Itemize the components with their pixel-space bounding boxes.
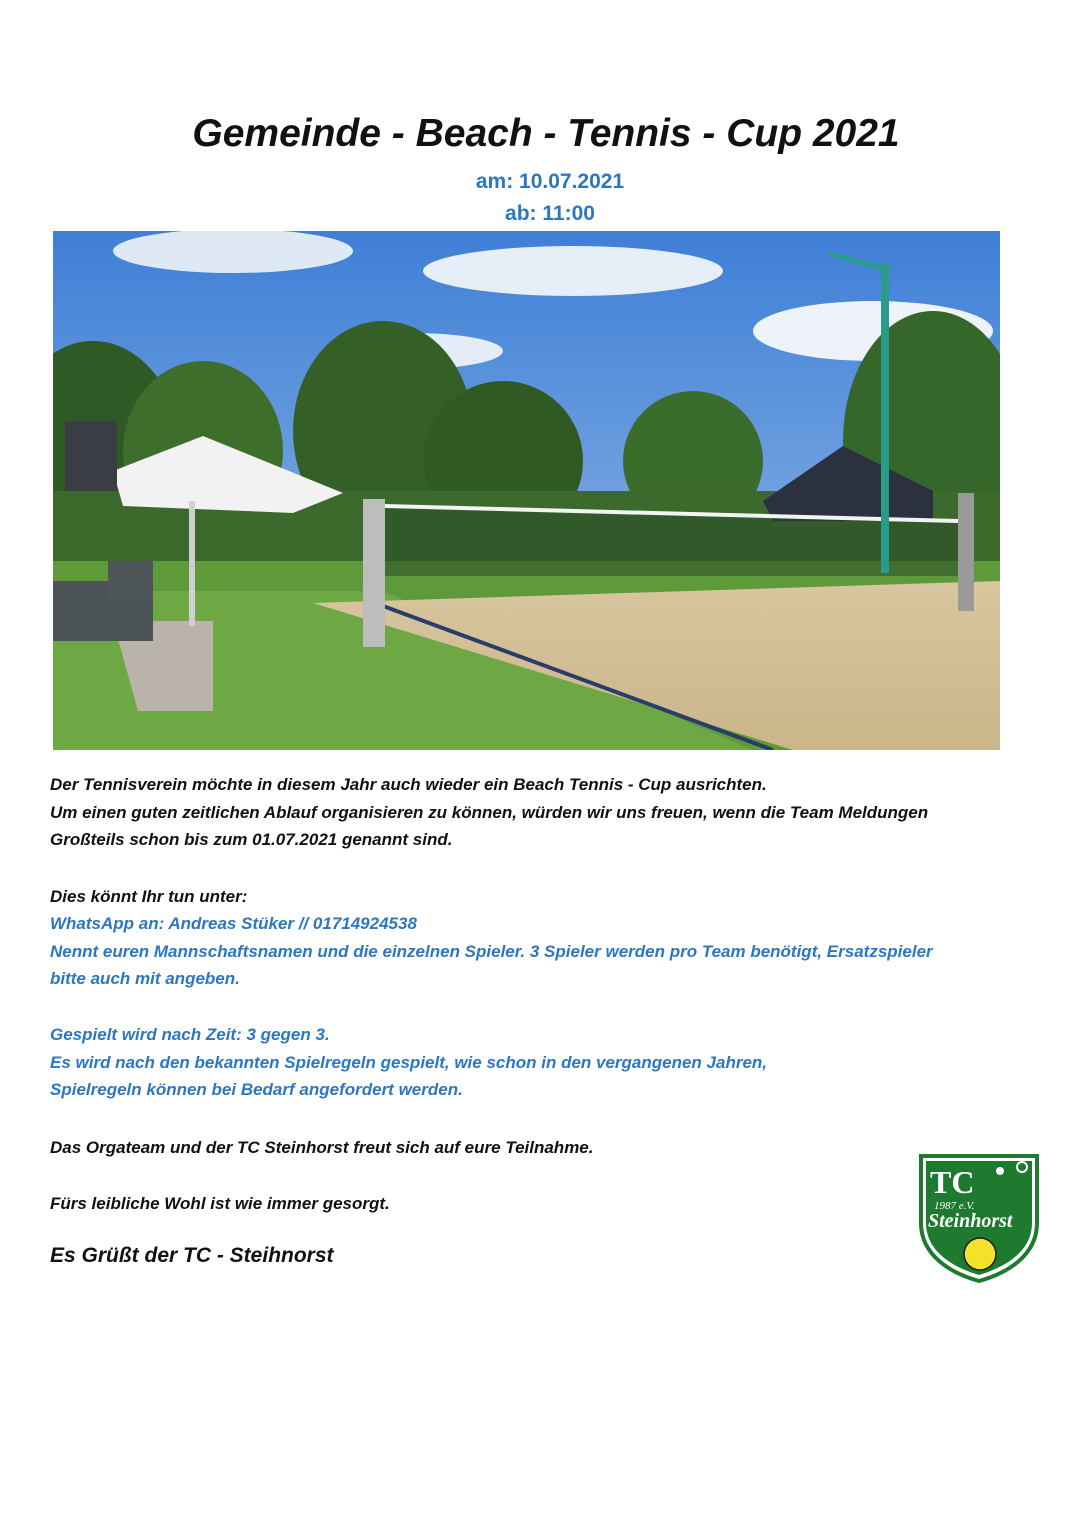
orga-line: Das Orgateam und der TC Steinhorst freut sich auf eure Teilnahme. bbox=[50, 1138, 594, 1157]
signature: Es Grüßt der TC - Steihnorst bbox=[50, 1244, 334, 1267]
text-line: Um einen guten zeitlichen Ablauf organisieren zu können, würden wir uns freuen, wenn die Team Meldungen bbox=[50, 802, 929, 822]
whatsapp-contact: WhatsApp an: Andreas Stüker // 01714924538 bbox=[50, 914, 417, 933]
event-time: ab: 11:00 bbox=[505, 202, 595, 225]
tennis-ball-icon bbox=[964, 1238, 996, 1270]
beach-court-photo bbox=[53, 231, 1000, 750]
food-line: Fürs leibliche Wohl ist wie immer gesorgt. bbox=[50, 1194, 390, 1213]
contact-section bbox=[50, 910, 1050, 993]
text-line: Großteils schon bis zum 01.07.2021 genannt sind. bbox=[50, 830, 453, 849]
text-line: bitte auch mit angeben. bbox=[50, 969, 240, 988]
text-line: Es wird nach den bekannten Spielregeln gespielt, wie schon in den vergangenen Jahren, bbox=[50, 1052, 768, 1072]
intro-paragraph bbox=[50, 771, 1050, 854]
page-title: Gemeinde - Beach - Tennis - Cup 2021 bbox=[192, 112, 900, 155]
text-line: Gespielt wird nach Zeit: 3 gegen 3. bbox=[50, 1025, 330, 1044]
text-line: Der Tennisverein möchte in diesem Jahr auch wieder ein Beach Tennis - Cup ausrichten. bbox=[50, 775, 767, 794]
logo-name: Steinhorst bbox=[928, 1210, 1013, 1232]
event-date: am: 10.07.2021 bbox=[475, 170, 625, 193]
text-line: Spielregeln können bei Bedarf angefordert werden. bbox=[50, 1080, 463, 1099]
logo-year: 1987 e.V. bbox=[934, 1200, 975, 1212]
logo-letters: TC bbox=[930, 1164, 975, 1200]
text-line: Nennt euren Mannschaftsnamen und die einzelnen Spieler. 3 Spieler werden pro Team benötigt, Ersatzspieler bbox=[50, 941, 933, 961]
rules-section bbox=[50, 1021, 1050, 1104]
contact-intro: Dies könnt Ihr tun unter: bbox=[50, 887, 248, 906]
player-icon bbox=[996, 1167, 1004, 1175]
tc-steinhorst-logo bbox=[918, 1153, 1040, 1283]
